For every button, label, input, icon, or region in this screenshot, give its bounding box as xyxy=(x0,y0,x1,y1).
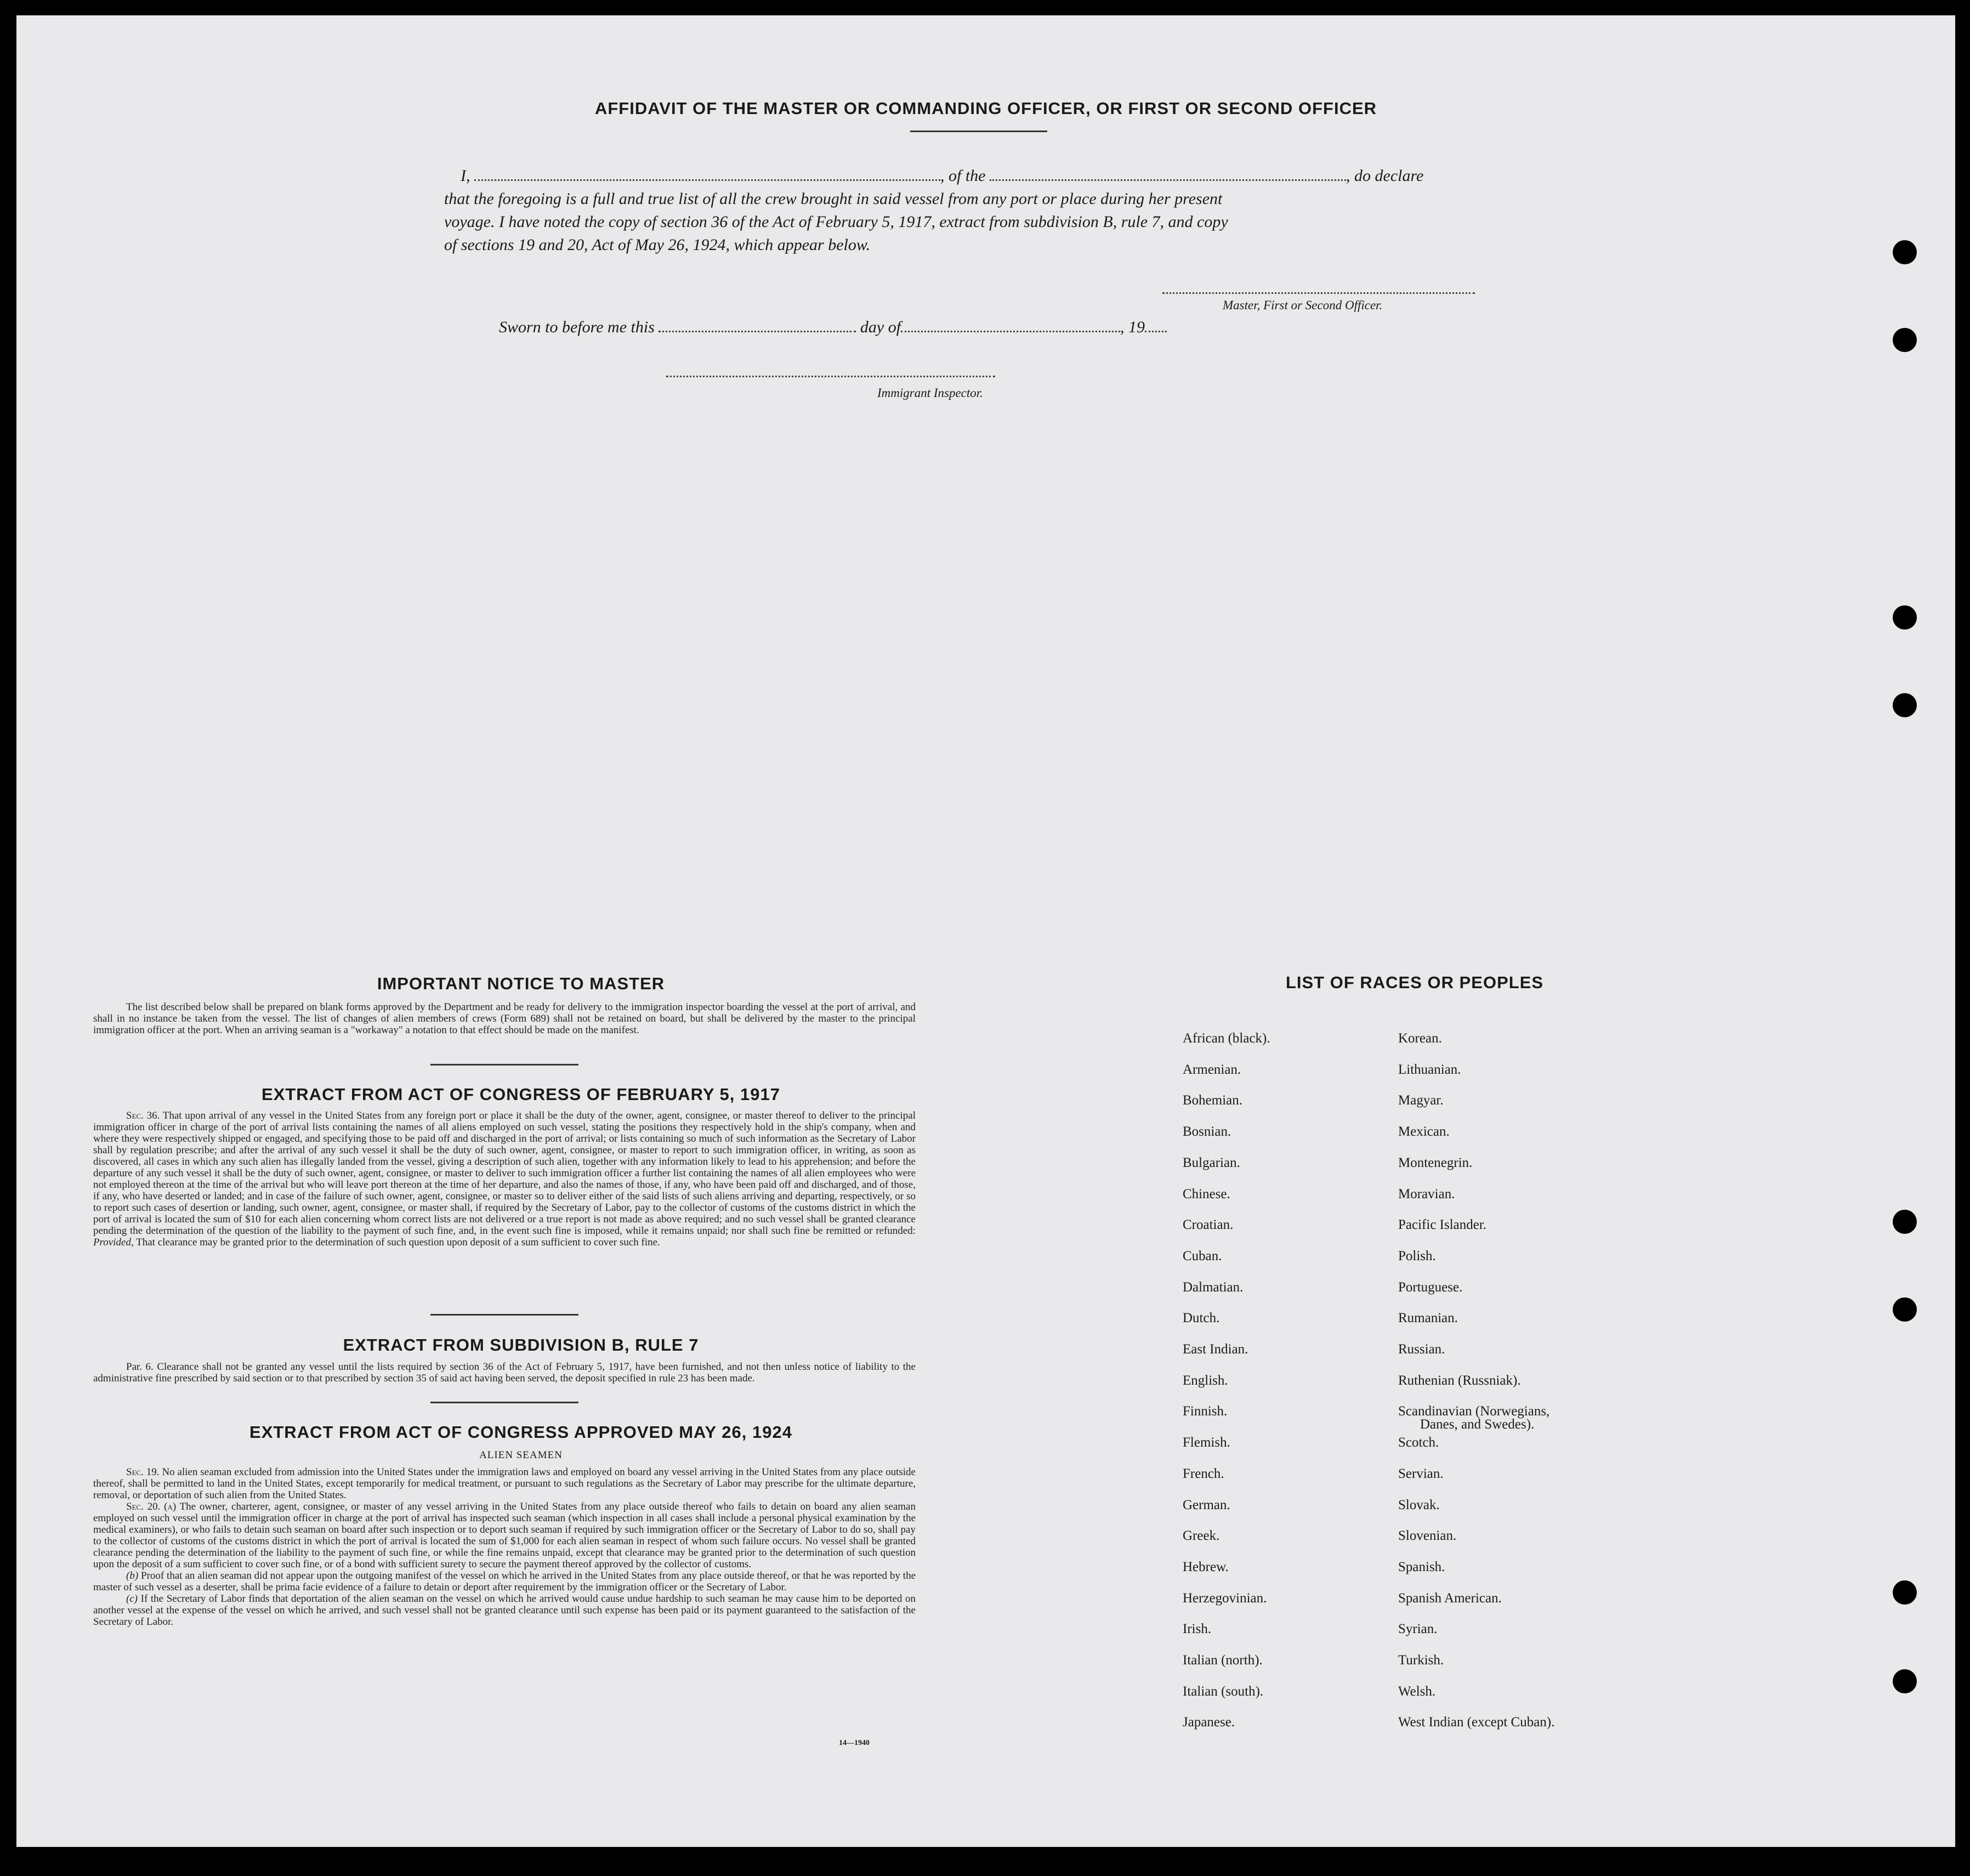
name-blank[interactable] xyxy=(474,179,940,181)
notice-title: IMPORTANT NOTICE TO MASTER xyxy=(377,974,665,993)
race-item: Scotch. xyxy=(1398,1435,1439,1450)
race-item: East Indian. xyxy=(1183,1342,1248,1357)
race-item: Polish. xyxy=(1398,1249,1436,1263)
race-item: Servian. xyxy=(1398,1466,1444,1481)
race-item: Moravian. xyxy=(1398,1187,1455,1201)
race-item: African (black). xyxy=(1183,1031,1270,1046)
sec20c-paragraph xyxy=(93,1593,916,1628)
race-right-continuation: Danes, and Swedes). xyxy=(1420,1417,1535,1432)
affidavit-title: AFFIDAVIT OF THE MASTER OR COMMANDING OFFICER, OR FIRST OR SECOND OFFICER xyxy=(594,99,1377,118)
inspector-signature-line[interactable] xyxy=(666,376,995,377)
race-item: Italian (south). xyxy=(1183,1684,1264,1699)
binder-hole xyxy=(1893,328,1917,352)
binder-hole xyxy=(1893,1297,1917,1322)
race-item: Dalmatian. xyxy=(1183,1280,1244,1295)
sworn-year-blank[interactable] xyxy=(1145,331,1167,332)
sec19-paragraph xyxy=(93,1466,916,1501)
form-number: 14—1940 xyxy=(839,1739,870,1747)
race-item: Scandinavian (Norwegians, xyxy=(1398,1404,1550,1419)
sworn-date-blank[interactable] xyxy=(658,331,856,332)
extract2-divider xyxy=(430,1402,578,1403)
sec20a-label: Sec. 20. (a) xyxy=(126,1501,177,1512)
affidavit-line3: voyage. I have noted the copy of section 36 of the Act of February 5, 1917, extract from subdivision B, rule 7, and copy xyxy=(444,213,1228,231)
race-item: French. xyxy=(1183,1466,1224,1481)
extract3-body xyxy=(93,1466,916,1628)
extract1-text: That upon arrival of any vessel in the United States from any foreign port or place it shall be the duty of the owner, agent, consignee, or master thereof to deliver to the principal immigration officer in charge of the port of arrival lists containing the names of all aliens employed on such vessel, stating the positions they respectively hold in the ship's company, when and where they were respectively shipped or engaged, and specifying those to be paid off and discharged in the port of arrival; or lists containing so much of such information as the Secretary of Labor shall by regulation prescribe; and after the arrival of any such vessel it shall be the duty of such owner, agent, consignee, or master to report to such immigration officer, in writing, as soon as discovered, all cases in which any such alien has illegally landed from the vessel, giving a description of such alien, together with any information likely to lead to his apprehension; and before the departure of any such vessel it shall be the duty of such owner, agent, consignee, or master to deliver to such immigration officer a further list containing the names of all alien employees who were not employed thereon at the time of the arrival but who will leave port thereon at the time of her departure, and also the names of those, if any, who have been paid off and discharged, and of those, if any, who have deserted or landed; and in case of the failure of such owner, agent, consignee, or master so to deliver either of the said lists of such aliens arriving and departing, respectively, or so to report such cases of desertion or landing, such owner, agent, consignee, or master shall, if required by the Secretary of Labor, pay to the collector of customs of the customs district in which the port of arrival is located the sum of $10 for each alien concerning whom correct lists are not delivered or a true report is not made as above required; and no such vessel shall be granted clearance pending the determination of the question of the liability to the payment of such fine, and, in the event such fine is imposed, while it remains unpaid; nor shall such fine be remitted or refunded: xyxy=(93,1110,916,1237)
sec20a-paragraph xyxy=(93,1501,916,1570)
race-item: Lithuanian. xyxy=(1398,1062,1461,1077)
extract1-sec-label: Sec. 36. xyxy=(126,1110,160,1121)
race-item: Portuguese. xyxy=(1398,1280,1463,1295)
race-item: Ruthenian (Russniak). xyxy=(1398,1373,1521,1388)
binder-hole xyxy=(1893,693,1917,717)
binder-hole xyxy=(1893,1669,1917,1693)
race-item: Dutch. xyxy=(1183,1311,1220,1325)
sworn-month-blank[interactable] xyxy=(901,331,1120,332)
extract1-divider xyxy=(430,1314,578,1316)
extract3-subtitle: ALIEN SEAMEN xyxy=(479,1449,563,1461)
sec20c-text: If the Secretary of Labor finds that deportation of the alien seaman on the vessel on which he arrived would cause undue hardship to such seaman he may cause him to be deported on another vessel at the expense of the vessel on which he arrived, and such vessel shall not be granted clearance until such expense has been paid or its payment guaranteed to the satisfaction of the Secretary of Labor. xyxy=(93,1593,916,1628)
sec20a-text: The owner, charterer, agent, consignee, or master of any vessel arriving in the United States from any place outside thereof who fails to detain on board any alien seaman employed on such vessel until the immigration officer in charge at the port of arrival has inspected such seaman (which inspection in all cases shall include a personal physical examination by the medical examiners), or who fails to detain such seaman on board after such inspection or to deport such seaman if required by such immigration officer or the Secretary of Labor to do so, shall pay to the collector of customs of the customs district in which the port of arrival is located the sum of $1,000 for each alien seaman in respect of whom such failure occurs. No vessel shall be granted clearance pending the determination of the liability to the payment of such fine, or while the fine remains unpaid, except that clearance may be granted prior to the determination of such question upon the deposit of a sum sufficient to cover such fine, or of a bond with sufficient surety to secure the payment thereof approved by the collector of customs. xyxy=(93,1501,916,1570)
extract3-title: EXTRACT FROM ACT OF CONGRESS APPROVED MAY 26, 1924 xyxy=(249,1422,792,1442)
sec19-text: No alien seaman excluded from admission into the United States under the immigration laws and employed on board any vessel arriving in the United States from any place outside thereof, shall be permitted to land in the United States, except temporarily for medical treatment, or pursuant to such regulations as the Secretary of Labor may prescribe for the ultimate departure, removal, or deportation of such alien from the United States. xyxy=(93,1466,916,1501)
title-divider xyxy=(910,131,1047,132)
affidavit-line2: that the foregoing is a full and true list of all the crew brought in said vessel from any port or place during her present xyxy=(444,190,1223,208)
sec20b-text: Proof that an alien seaman did not appear upon the outgoing manifest of the vessel on which he arrived in the United States from any place outside thereof, or that he was reported by the master of such vessel as a deserter, shall be prima facie evidence of a failure to detain or deport after requirement by the immigration officer or the Secretary of Labor. xyxy=(93,1570,916,1593)
binder-hole xyxy=(1893,605,1917,630)
race-item: Bohemian. xyxy=(1183,1093,1243,1108)
race-item: Greek. xyxy=(1183,1528,1220,1543)
race-item: Slovak. xyxy=(1398,1498,1440,1512)
master-signature-line[interactable] xyxy=(1162,292,1475,294)
binder-hole xyxy=(1893,240,1917,264)
text-do-declare: , do declare xyxy=(1346,167,1424,185)
race-item: Irish. xyxy=(1183,1622,1212,1636)
notice-body: The list described below shall be prepared on blank forms approved by the Department and be ready for delivery to the immigration inspector boarding the vessel at the port of arrival, and shall in no instance be taken from the vessel. The list of changes of alien members of crews (Form 689) shall not be retained on board, but shall be delivered by the master to the principal immigration officer at the port. When an arriving seaman is a "workaway" a notation to that effect should be made on the manifest. xyxy=(93,1001,916,1036)
sec20b-label: (b) xyxy=(126,1570,139,1582)
race-item: Magyar. xyxy=(1398,1093,1444,1108)
extract1-title: EXTRACT FROM ACT OF CONGRESS OF FEBRUARY 5, 1917 xyxy=(262,1085,780,1104)
inspector-label: Immigrant Inspector. xyxy=(877,386,983,400)
vessel-blank[interactable] xyxy=(990,179,1346,181)
race-item: Spanish. xyxy=(1398,1560,1445,1574)
race-item: Korean. xyxy=(1398,1031,1442,1046)
extract1-body xyxy=(93,1110,916,1248)
affidavit-line4: of sections 19 and 20, Act of May 26, 1924, which appear below. xyxy=(444,236,871,254)
race-item: Rumanian. xyxy=(1398,1311,1458,1325)
race-item: Montenegrin. xyxy=(1398,1155,1473,1170)
race-item: Turkish. xyxy=(1398,1653,1444,1668)
sworn-year: , 19 xyxy=(1120,318,1145,336)
race-item: Slovenian. xyxy=(1398,1528,1457,1543)
race-item: Russian. xyxy=(1398,1342,1445,1357)
extract2-title: EXTRACT FROM SUBDIVISION B, RULE 7 xyxy=(343,1335,699,1354)
sec19-label: Sec. 19. xyxy=(126,1466,160,1478)
text-i: I, xyxy=(461,167,470,185)
sec20c-label: (c) xyxy=(126,1593,138,1605)
notice-divider xyxy=(430,1064,578,1065)
race-item: Mexican. xyxy=(1398,1124,1450,1139)
races-title: LIST OF RACES OR PEOPLES xyxy=(1285,973,1544,992)
master-signature-label: Master, First or Second Officer. xyxy=(1223,298,1383,312)
race-item: Herzegovinian. xyxy=(1183,1591,1267,1606)
extract2-body: Par. 6. Clearance shall not be granted any vessel until the lists required by section 36 of the Act of February 5, 1917, have been furnished, and not then unless notice of liability to the administrative fine prescribed by said section or to that prescribed by section 35 of said act having been served, the deposit specified in rule 23 has been made. xyxy=(93,1361,916,1384)
race-item: English. xyxy=(1183,1373,1228,1388)
affidavit-line1 xyxy=(461,167,1535,185)
race-item: Cuban. xyxy=(1183,1249,1222,1263)
race-item: Japanese. xyxy=(1183,1715,1235,1730)
race-item: Bosnian. xyxy=(1183,1124,1231,1139)
text-of-the: , of the xyxy=(940,167,986,185)
race-item: Spanish American. xyxy=(1398,1591,1502,1606)
race-item: Hebrew. xyxy=(1183,1560,1229,1574)
race-item: Flemish. xyxy=(1183,1435,1230,1450)
binder-hole xyxy=(1893,1580,1917,1605)
sec20b-paragraph xyxy=(93,1570,916,1593)
race-item: Welsh. xyxy=(1398,1684,1436,1699)
race-item: Armenian. xyxy=(1183,1062,1241,1077)
extract1-provided: Provided, xyxy=(93,1237,134,1248)
race-item: Bulgarian. xyxy=(1183,1155,1240,1170)
race-item: Chinese. xyxy=(1183,1187,1230,1201)
race-item: Syrian. xyxy=(1398,1622,1438,1636)
form-sheet xyxy=(16,15,1955,1847)
extract1-text-end: That clearance may be granted prior to the determination of such question upon deposit of a sum sufficient to cover such fine. xyxy=(136,1237,660,1248)
race-item: West Indian (except Cuban). xyxy=(1398,1715,1555,1730)
race-item: Italian (north). xyxy=(1183,1653,1263,1668)
sworn-day-of: day of xyxy=(860,318,901,336)
race-item: Pacific Islander. xyxy=(1398,1217,1487,1232)
race-item: German. xyxy=(1183,1498,1230,1512)
race-item: Finnish. xyxy=(1183,1404,1228,1419)
sworn-line xyxy=(499,318,1167,337)
sworn-prefix: Sworn to before me this xyxy=(499,318,655,336)
binder-hole xyxy=(1893,1210,1917,1234)
race-item: Croatian. xyxy=(1183,1217,1234,1232)
